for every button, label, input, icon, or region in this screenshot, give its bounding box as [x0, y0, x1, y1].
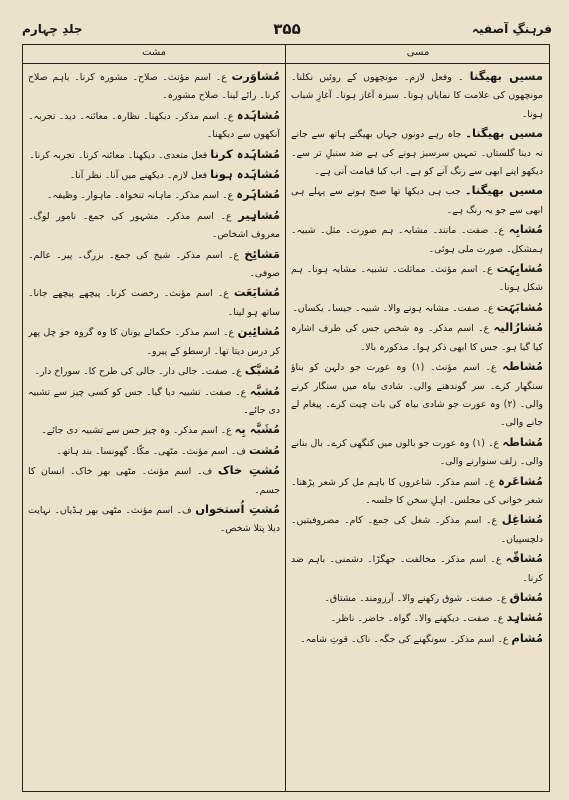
entry-headword: مسیں بھیگنا [469, 69, 543, 83]
dictionary-entry [291, 629, 543, 649]
entry-definition: ع۔ اسم مؤنث۔ (۱) وہ عورت جو دلہن کو بناؤ سنگھار کرے۔ سر گوندھنے والی۔ شادی بیاہ میں سنگار کرنے والی۔ (۲) وہ عورت جو شادی بیاہ کی بات چیت کرے۔ پیغام لے جانے والی۔ [291, 362, 543, 429]
entry-headword: مسیں بھیگنا۔ [464, 183, 543, 198]
entry-headword: مُشاعَرہ [498, 473, 543, 488]
dictionary-entry [28, 322, 280, 361]
entry-definition: جب ہی دیکھا تھا صبح ہونے سے پہلے ہی ابھی سے جو یہ رنگ ہے۔ [291, 186, 543, 216]
entry-definition: ع۔ اسم مذکر۔ شیخ کی جمع۔ بزرگ۔ پیر۔ عالم۔ صوفی۔ [28, 249, 280, 280]
entry-headword: مُشاہَرہ [236, 187, 280, 202]
heading-rule [23, 63, 549, 64]
dictionary-entry [28, 185, 280, 205]
dictionary-entry [28, 382, 280, 421]
dictionary-entry [28, 420, 280, 440]
entry-definition: ع۔ اسم مذکر۔ شغل کی جمع۔ کام۔ مصروفیتیں۔ دلچسپیاں۔ [291, 515, 543, 545]
entry-definition: ف۔ اسم مؤنث۔ مٹھی بھر ہڈیاں۔ نہایت دبلا پتلا شخص۔ [28, 504, 280, 535]
entry-definition: ع۔ اسم مؤنث۔ مماثلت۔ تشبیہ۔ مشابہ ہونا۔ ہم شکل ہونا۔ [291, 264, 543, 294]
dictionary-entry [28, 500, 280, 539]
entry-definition: ع۔ اسم مذکر۔ سونگھنے کی جگہ۔ ناک۔ قوتِ شامہ۔ [300, 633, 509, 645]
entry-headword: مُشتِ خاک [217, 463, 280, 478]
entry-headword: مُشاقّہ [505, 551, 543, 566]
entry-headword: مُشَبَّہ بِہ [234, 422, 280, 437]
entry-headword: مُشت [249, 442, 280, 457]
book-title: فرہنگِ آصفیہ [472, 22, 552, 36]
dictionary-entry [291, 181, 543, 220]
dictionary-entry [291, 220, 543, 259]
entry-headword: مُشاہَدہ ہونا [210, 167, 280, 182]
entry-definition: ع۔ صفت۔ مشابہ ہونے والا۔ شبیہ۔ جیسا۔ یکساں۔ [292, 302, 494, 314]
entry-definition: ۔ وفعل لازم۔ مونچھوں کے روئیں نکلنا۔ مونچھوں کی علامت کا نمایاں ہونا۔ سبزہ آغاز ہونا۔ آغازِ شباب ہونا۔ [291, 72, 543, 120]
dictionary-entry [28, 245, 280, 284]
entry-definition: ع۔ صفت۔ مانند۔ مشابہ۔ ہم صورت۔ مثل۔ شبیہ۔ ہمشکل۔ صورت ملی ہوئی۔ [291, 225, 543, 255]
dictionary-entry [291, 549, 543, 588]
entry-definition: ع۔ اسم مذکر۔ وہ چیز جس سے تشبیہ دی جائے۔ [41, 425, 232, 437]
entry-definition: فعل متعدی۔ دیکھنا۔ معائنہ کرنا۔ تجربہ کرنا۔ [29, 149, 208, 161]
entry-definition: ع۔ صفت۔ دیکھنے والا۔ گواہ۔ حاضر۔ ناظر۔ [330, 613, 504, 625]
entry-definition: ف۔ اسم مؤنث۔ مٹھی بھر خاک۔ انسان کا جسم۔ [28, 466, 280, 496]
entry-headword: مُشابِہَت [496, 261, 543, 276]
left-column [28, 67, 280, 787]
entry-headword: مُشاہِیر [238, 207, 280, 222]
dictionary-entry [28, 441, 280, 461]
entry-headword: مُشاغِل [501, 512, 543, 527]
entry-definition: ع۔ صفت۔ شوق رکھنے والا۔ آرزومند۔ مشتاق۔ [324, 592, 507, 604]
dictionary-entry [28, 461, 280, 500]
dictionary-entry [291, 588, 543, 608]
entry-headword: مُشابَہَت [496, 299, 543, 314]
dictionary-entry [291, 259, 543, 298]
column-divider [285, 45, 286, 791]
dictionary-entry [28, 145, 280, 165]
page-header [22, 18, 552, 44]
left-column-heading: مشت [141, 47, 167, 58]
entry-headword: مُشاہِد [506, 610, 543, 625]
dictionary-entry [28, 206, 280, 245]
entry-headword: مُشائِین [237, 324, 280, 339]
entry-definition: ع۔ اسم مذکر۔ شاعروں کا باہم مل کر شعر پڑھنا۔ شعر خوانی کی مجلس۔ اہلِ سخن کا جلسہ۔ [291, 476, 543, 506]
dictionary-entry [291, 433, 543, 472]
entry-headword: مَشائِخ [244, 246, 280, 261]
dictionary-entry [28, 106, 280, 145]
dictionary-entry [291, 608, 543, 628]
dictionary-entry [291, 357, 543, 433]
entry-headword: مُشام [511, 630, 543, 645]
entry-definition: ع۔ اسم مؤنث۔ رخصت کرنا۔ پیچھے پیچھے جانا۔ ساتھ ہو لینا۔ [28, 288, 280, 318]
entry-definition: ع۔ اسم مذکر۔ دیکھنا۔ نظارہ۔ معائنہ۔ دید۔ تجربہ۔ آنکھوں سے دیکھنا۔ [28, 110, 280, 141]
dictionary-entry [291, 510, 543, 549]
entry-definition: ع۔ اسم مؤنث۔ صلاح۔ مشورہ کرنا۔ باہم صلاح کرنا۔ رائے لینا۔ صلاح مشورہ۔ [28, 72, 280, 102]
dictionary-entry [28, 283, 280, 322]
entry-headword: مُشاق [509, 589, 543, 604]
entry-definition: ع۔ صفت۔ تشبیہ دیا گیا۔ جس کو کسی چیز سے تشبیہ دی جائے۔ [28, 386, 280, 416]
entry-headword: مُشبَّہ [249, 383, 280, 398]
dictionary-entry [291, 318, 543, 357]
dictionary-entry [291, 124, 543, 181]
entry-definition: ع۔ (۱) وہ عورت جو بالوں میں کنگھی کرے۔ بال بنانے والی۔ زلف سنوارنے والی۔ [291, 437, 543, 468]
entry-definition: ع۔ اسم مذکر۔ وہ شخص جس کی طرف اشارہ کیا گیا ہو۔ جس کا ابھی ذکر ہوا۔ مذکورہ بالا۔ [291, 323, 543, 353]
right-column [291, 67, 543, 787]
dictionary-entry [291, 67, 543, 124]
entry-headword: مُشبَّک [244, 363, 280, 378]
entry-headword: مُشتِ اُستخواں [195, 501, 280, 516]
entry-headword: مُشابِہ [508, 222, 543, 237]
page-number: ۳۵۵ [273, 20, 301, 38]
entry-definition: ع۔ اسم مذکر۔ ماہانہ تنخواہ۔ ماہوار۔ وظیفہ۔ [46, 190, 234, 202]
entry-definition: ع۔ اسم مذکر۔ حکمائے یونان کا وہ گروہ جو چل پھر کر درس دیتا تھا۔ ارسطو کے پیرو۔ [28, 327, 280, 357]
dictionary-entry [291, 298, 543, 318]
entry-headword: مُشاطہ [502, 434, 543, 449]
entry-definition: ع۔ اسم مذکر۔ مشہور کی جمع۔ نامور لوگ۔ معروف اشخاص۔ [28, 210, 280, 241]
entry-headword: مُشاہَدہ کرنا [210, 146, 280, 161]
dictionary-entry [291, 472, 543, 511]
entry-definition: ع۔ اسم مذکر۔ مخالفت۔ جھگڑا۔ دشمنی۔ باہم ضد کرنا۔ [291, 554, 543, 584]
dictionary-entry [28, 361, 280, 381]
entry-headword: مُشاوَرت [231, 69, 280, 83]
entry-headword: مُشاطہ [502, 359, 543, 374]
dictionary-entry [28, 67, 280, 106]
volume-label: جلدِ چہارم [22, 22, 83, 36]
dictionary-entry [28, 165, 280, 185]
entry-definition: ع۔ صفت۔ جالی دار۔ جالی کی طرح کا۔ سوراخ دار۔ [34, 366, 242, 378]
entry-definition: ف۔ اسم مؤنث۔ مٹھی۔ مکّا۔ گھونسا۔ بند ہاتھ۔ [56, 445, 247, 457]
entry-definition: جاہ رہے دونوں جہاں بھیگنے ہاتھ سے جانے نہ دینا گلستاں۔ تمہیں سرسبز ہونے کی ہے ضد سنبلِ تر سے۔ دیکھو اپنے ابھی سے رنگ آنے کو ہے۔ اب کیا قیامت آنی ہے۔ [291, 129, 543, 178]
page-frame [22, 44, 550, 792]
entry-headword: مُشارُالیہ [493, 320, 543, 335]
entry-headword: مُشایَعَت [233, 285, 280, 300]
entry-definition: فعل لازم۔ دیکھنے میں آنا۔ نظر آنا۔ [69, 170, 208, 182]
entry-headword: مسیں بھیگنا۔ [465, 126, 543, 141]
entry-headword: مُشاہَدہ [236, 107, 280, 122]
right-column-heading: مسی [406, 47, 430, 58]
